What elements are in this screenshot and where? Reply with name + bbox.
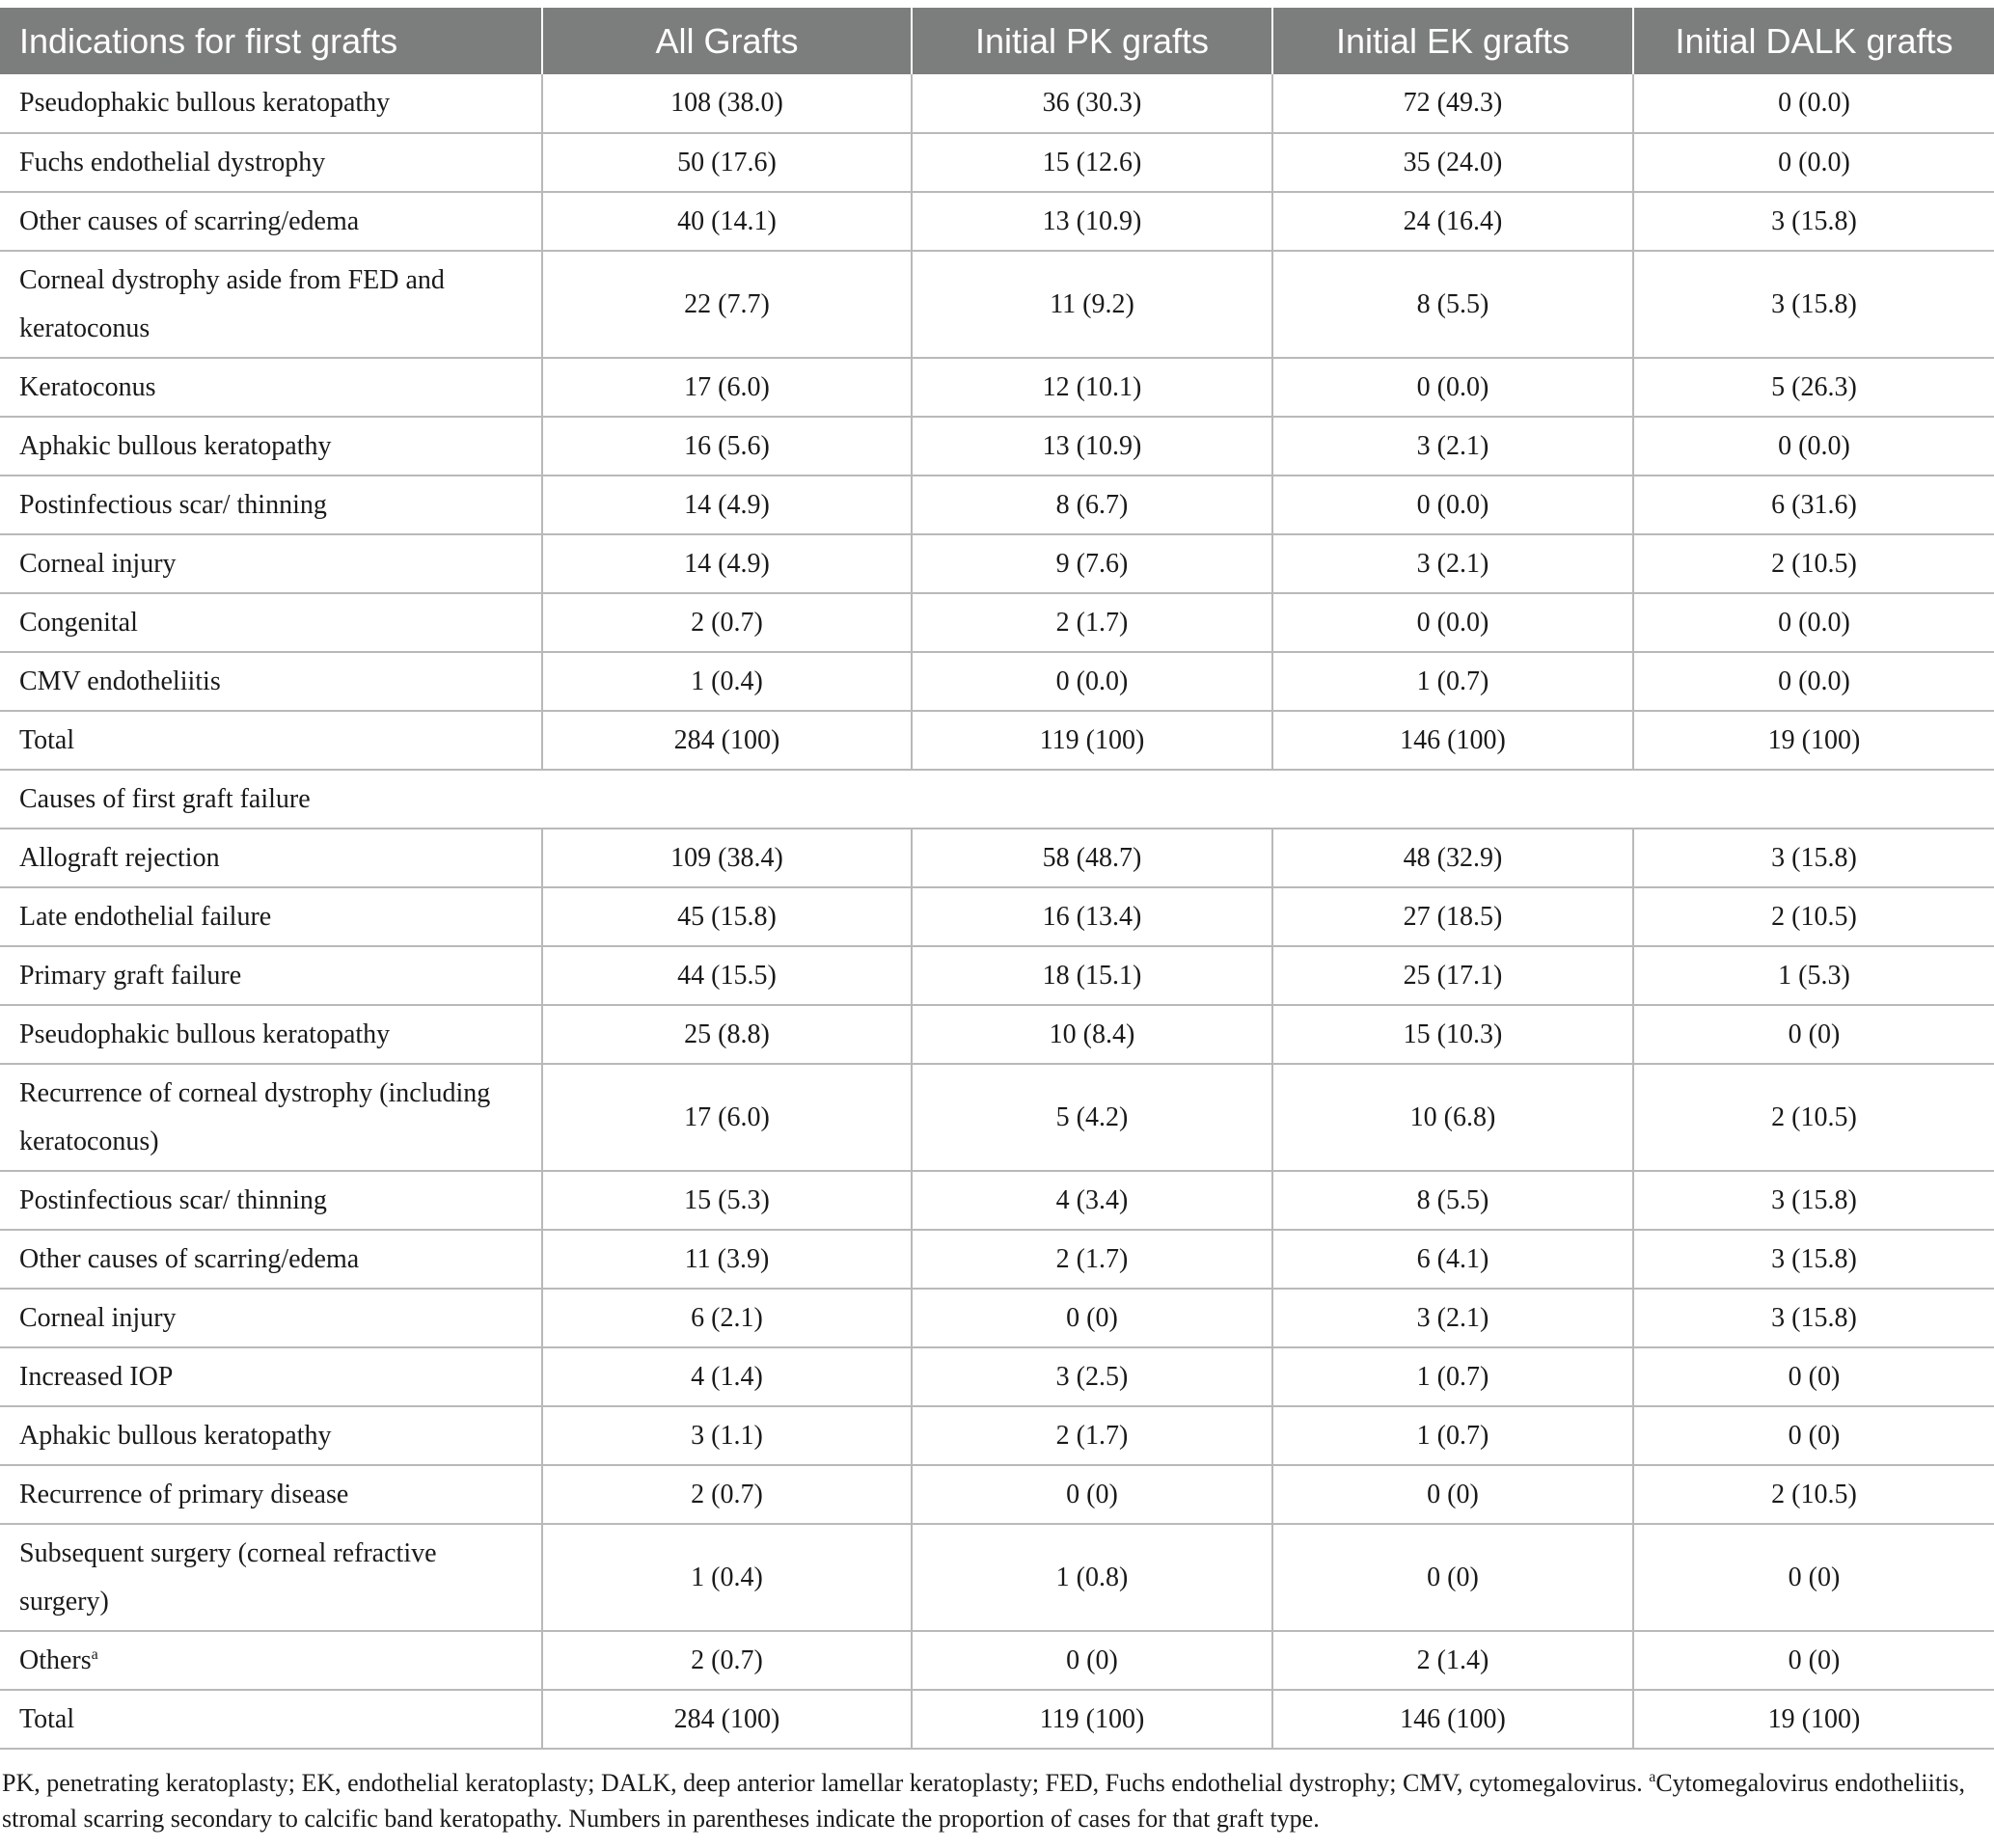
table-row (0, 652, 1994, 711)
table-row (0, 417, 1994, 476)
row-label (0, 652, 542, 711)
table-row (0, 593, 1994, 652)
header-row (0, 8, 1994, 74)
cell-pk-grafts: 0 (0) (912, 1289, 1272, 1347)
cell-ek-grafts: 24 (16.4) (1272, 192, 1633, 251)
row-label (0, 946, 542, 1005)
table-row (0, 133, 1994, 192)
cell-dalk-grafts: 0 (0.0) (1633, 593, 1994, 652)
footnote-marker: a (91, 1645, 98, 1663)
row-label (0, 1690, 542, 1749)
row-label-text: Aphakic bullous keratopathy (19, 430, 332, 461)
cell-pk-grafts: 0 (0.0) (912, 652, 1272, 711)
row-label-text: Others (19, 1644, 92, 1675)
table-body (0, 74, 1994, 1749)
row-label-text: Primary graft failure (19, 960, 242, 991)
cell-all-grafts: 4 (1.4) (542, 1347, 912, 1406)
cell-ek-grafts: 2 (1.4) (1272, 1631, 1633, 1690)
cell-all-grafts: 14 (4.9) (542, 476, 912, 534)
row-label (0, 534, 542, 593)
cell-ek-grafts: 0 (0.0) (1272, 358, 1633, 417)
cell-all-grafts: 284 (100) (542, 1690, 912, 1749)
column-header-all-grafts: All Grafts (542, 8, 912, 74)
cell-dalk-grafts: 0 (0) (1633, 1005, 1994, 1064)
cell-pk-grafts: 15 (12.6) (912, 133, 1272, 192)
row-label (0, 593, 542, 652)
cell-all-grafts: 40 (14.1) (542, 192, 912, 251)
cell-pk-grafts: 2 (1.7) (912, 593, 1272, 652)
table-row (0, 74, 1994, 133)
cell-dalk-grafts: 2 (10.5) (1633, 1465, 1994, 1524)
row-label (0, 358, 542, 417)
row-label (0, 829, 542, 887)
cell-ek-grafts: 35 (24.0) (1272, 133, 1633, 192)
table-row (0, 1289, 1994, 1347)
table-row (0, 534, 1994, 593)
cell-all-grafts: 1 (0.4) (542, 652, 912, 711)
table-footnote (2, 1765, 1980, 1836)
cell-pk-grafts: 0 (0) (912, 1631, 1272, 1690)
cell-ek-grafts: 6 (4.1) (1272, 1230, 1633, 1289)
row-label-text: Aphakic bullous keratopathy (19, 1420, 332, 1451)
table-row (0, 1465, 1994, 1524)
cell-dalk-grafts: 2 (10.5) (1633, 1064, 1994, 1171)
cell-dalk-grafts: 3 (15.8) (1633, 251, 1994, 358)
cell-pk-grafts: 119 (100) (912, 711, 1272, 770)
table-row (0, 1524, 1994, 1631)
table-row (0, 829, 1994, 887)
cell-dalk-grafts: 0 (0) (1633, 1631, 1994, 1690)
cell-all-grafts: 45 (15.8) (542, 887, 912, 946)
row-label-text: Pseudophakic bullous keratopathy (19, 1019, 391, 1049)
row-label-text: Corneal injury (19, 1302, 177, 1333)
row-label-text: Postinfectious scar/ thinning (19, 489, 327, 520)
row-label (0, 74, 542, 133)
cell-dalk-grafts: 19 (100) (1633, 1690, 1994, 1749)
cell-pk-grafts: 18 (15.1) (912, 946, 1272, 1005)
row-label-text: Allograft rejection (19, 842, 220, 873)
cell-pk-grafts: 36 (30.3) (912, 74, 1272, 133)
row-label-text: Keratoconus (19, 371, 156, 402)
column-header-indication: Indications for first grafts (0, 8, 542, 74)
cell-dalk-grafts: 6 (31.6) (1633, 476, 1994, 534)
cell-all-grafts: 16 (5.6) (542, 417, 912, 476)
cell-pk-grafts: 8 (6.7) (912, 476, 1272, 534)
cell-pk-grafts: 16 (13.4) (912, 887, 1272, 946)
column-header-dalk-grafts: Initial DALK grafts (1675, 20, 1953, 61)
cell-all-grafts: 17 (6.0) (542, 1064, 912, 1171)
row-label (0, 1631, 542, 1690)
row-label (0, 251, 542, 358)
row-label-text: Total (19, 724, 75, 755)
cell-all-grafts: 2 (0.7) (542, 593, 912, 652)
cell-dalk-grafts: 0 (0) (1633, 1347, 1994, 1406)
cell-pk-grafts: 58 (48.7) (912, 829, 1272, 887)
cell-ek-grafts: 3 (2.1) (1272, 1289, 1633, 1347)
table-row (0, 1005, 1994, 1064)
cell-all-grafts: 2 (0.7) (542, 1631, 912, 1690)
cell-all-grafts: 2 (0.7) (542, 1465, 912, 1524)
row-label-text: Subsequent surgery (corneal refractive surgery) (19, 1537, 437, 1617)
cell-dalk-grafts: 3 (15.8) (1633, 1230, 1994, 1289)
cell-all-grafts: 15 (5.3) (542, 1171, 912, 1230)
cell-all-grafts: 284 (100) (542, 711, 912, 770)
cell-all-grafts: 6 (2.1) (542, 1289, 912, 1347)
cell-ek-grafts: 0 (0.0) (1272, 593, 1633, 652)
table-row (0, 887, 1994, 946)
cell-dalk-grafts: 3 (15.8) (1633, 192, 1994, 251)
table-row (0, 1406, 1994, 1465)
cell-all-grafts: 11 (3.9) (542, 1230, 912, 1289)
cell-dalk-grafts: 19 (100) (1633, 711, 1994, 770)
row-label (0, 1406, 542, 1465)
row-label-text: Congenital (19, 607, 138, 638)
row-label-text: Corneal injury (19, 548, 177, 579)
table-row (0, 946, 1994, 1005)
cell-pk-grafts: 9 (7.6) (912, 534, 1272, 593)
cell-all-grafts: 50 (17.6) (542, 133, 912, 192)
cell-dalk-grafts: 0 (0) (1633, 1406, 1994, 1465)
cell-dalk-grafts: 0 (0.0) (1633, 652, 1994, 711)
cell-pk-grafts: 3 (2.5) (912, 1347, 1272, 1406)
cell-ek-grafts: 146 (100) (1272, 1690, 1633, 1749)
cell-pk-grafts: 10 (8.4) (912, 1005, 1272, 1064)
cell-ek-grafts: 48 (32.9) (1272, 829, 1633, 887)
graft-indications-table (0, 8, 1994, 1750)
row-label (0, 417, 542, 476)
cell-all-grafts: 109 (38.4) (542, 829, 912, 887)
cell-pk-grafts: 13 (10.9) (912, 192, 1272, 251)
cell-all-grafts: 14 (4.9) (542, 534, 912, 593)
cell-ek-grafts: 3 (2.1) (1272, 534, 1633, 593)
cell-all-grafts: 25 (8.8) (542, 1005, 912, 1064)
cell-ek-grafts: 1 (0.7) (1272, 1406, 1633, 1465)
row-label (0, 887, 542, 946)
row-label (0, 1524, 542, 1631)
table-row (0, 711, 1994, 770)
row-label-text: Recurrence of primary disease (19, 1479, 349, 1509)
footnote-marker: a (1649, 1769, 1656, 1785)
row-label (0, 476, 542, 534)
cell-ek-grafts: 72 (49.3) (1272, 74, 1633, 133)
cell-all-grafts: 3 (1.1) (542, 1406, 912, 1465)
cell-pk-grafts: 2 (1.7) (912, 1406, 1272, 1465)
cell-dalk-grafts: 3 (15.8) (1633, 1171, 1994, 1230)
cell-pk-grafts: 12 (10.1) (912, 358, 1272, 417)
cell-ek-grafts: 8 (5.5) (1272, 251, 1633, 358)
cell-dalk-grafts: 2 (10.5) (1633, 887, 1994, 946)
row-label-text: Corneal dystrophy aside from FED and keratoconus (19, 264, 445, 343)
cell-pk-grafts: 4 (3.4) (912, 1171, 1272, 1230)
row-label (0, 1289, 542, 1347)
table-header (0, 8, 1994, 74)
cell-dalk-grafts: 2 (10.5) (1633, 534, 1994, 593)
table-row (0, 358, 1994, 417)
table-row (0, 1347, 1994, 1406)
row-label (0, 1465, 542, 1524)
cell-dalk-grafts: 3 (15.8) (1633, 829, 1994, 887)
table-row (0, 1230, 1994, 1289)
cell-pk-grafts: 2 (1.7) (912, 1230, 1272, 1289)
cell-pk-grafts: 11 (9.2) (912, 251, 1272, 358)
cell-pk-grafts: 5 (4.2) (912, 1064, 1272, 1171)
cell-pk-grafts: 119 (100) (912, 1690, 1272, 1749)
row-label-text: Other causes of scarring/edema (19, 1243, 360, 1274)
cell-all-grafts: 44 (15.5) (542, 946, 912, 1005)
row-label-text: Other causes of scarring/edema (19, 205, 360, 236)
cell-dalk-grafts: 0 (0) (1633, 1524, 1994, 1631)
cell-ek-grafts: 0 (0) (1272, 1524, 1633, 1631)
row-label-text: Late endothelial failure (19, 901, 272, 932)
row-label-text: Recurrence of corneal dystrophy (including keratoconus) (19, 1077, 491, 1156)
row-label (0, 1064, 542, 1171)
row-label (0, 711, 542, 770)
cell-pk-grafts: 1 (0.8) (912, 1524, 1272, 1631)
row-label-text: Total (19, 1703, 75, 1734)
cell-dalk-grafts: 1 (5.3) (1633, 946, 1994, 1005)
row-label-text: Postinfectious scar/ thinning (19, 1184, 327, 1215)
section-heading-row (0, 770, 1994, 829)
cell-pk-grafts: 0 (0) (912, 1465, 1272, 1524)
table-row (0, 476, 1994, 534)
cell-ek-grafts: 27 (18.5) (1272, 887, 1633, 946)
cell-all-grafts: 1 (0.4) (542, 1524, 912, 1631)
cell-all-grafts: 22 (7.7) (542, 251, 912, 358)
footnote-detail: Cytomegalovirus endotheliitis, stromal scarring secondary to calcific band keratopathy. Numbers in parentheses indicate the proportion of cases for that graft type. (2, 1769, 1965, 1833)
table-row (0, 1064, 1994, 1171)
row-label (0, 1230, 542, 1289)
table-row (0, 1171, 1994, 1230)
column-header-pk-grafts: Initial PK grafts (912, 8, 1272, 74)
cell-ek-grafts: 1 (0.7) (1272, 1347, 1633, 1406)
row-label-text: Pseudophakic bullous keratopathy (19, 88, 391, 118)
cell-ek-grafts: 10 (6.8) (1272, 1064, 1633, 1171)
table-row (0, 192, 1994, 251)
cell-dalk-grafts: 0 (0.0) (1633, 133, 1994, 192)
row-label-text: CMV endotheliitis (19, 666, 221, 696)
section-heading: Causes of first graft failure (0, 770, 1994, 829)
cell-ek-grafts: 15 (10.3) (1272, 1005, 1633, 1064)
row-label (0, 1171, 542, 1230)
row-label (0, 1005, 542, 1064)
cell-ek-grafts: 3 (2.1) (1272, 417, 1633, 476)
row-label-text: Increased IOP (19, 1361, 174, 1392)
cell-ek-grafts: 0 (0.0) (1272, 476, 1633, 534)
row-label (0, 133, 542, 192)
cell-ek-grafts: 0 (0) (1272, 1465, 1633, 1524)
cell-all-grafts: 17 (6.0) (542, 358, 912, 417)
table-row (0, 1690, 1994, 1749)
cell-all-grafts: 108 (38.0) (542, 74, 912, 133)
cell-ek-grafts: 25 (17.1) (1272, 946, 1633, 1005)
row-label-text: Fuchs endothelial dystrophy (19, 147, 326, 177)
cell-ek-grafts: 8 (5.5) (1272, 1171, 1633, 1230)
cell-ek-grafts: 1 (0.7) (1272, 652, 1633, 711)
cell-dalk-grafts: 5 (26.3) (1633, 358, 1994, 417)
column-header-ek-grafts: Initial EK grafts (1272, 8, 1633, 74)
row-label (0, 192, 542, 251)
cell-dalk-grafts: 3 (15.8) (1633, 1289, 1994, 1347)
table-row (0, 1631, 1994, 1690)
cell-pk-grafts: 13 (10.9) (912, 417, 1272, 476)
cell-dalk-grafts: 0 (0.0) (1633, 74, 1994, 133)
cell-dalk-grafts: 0 (0.0) (1633, 417, 1994, 476)
cell-ek-grafts: 146 (100) (1272, 711, 1633, 770)
row-label (0, 1347, 542, 1406)
footnote-abbreviations: PK, penetrating keratoplasty; EK, endothelial keratoplasty; DALK, deep anterior lamellar keratoplasty; FED, Fuchs endothelial dystrophy; CMV, cytomegalovirus. (2, 1769, 1650, 1797)
table-row (0, 251, 1994, 358)
